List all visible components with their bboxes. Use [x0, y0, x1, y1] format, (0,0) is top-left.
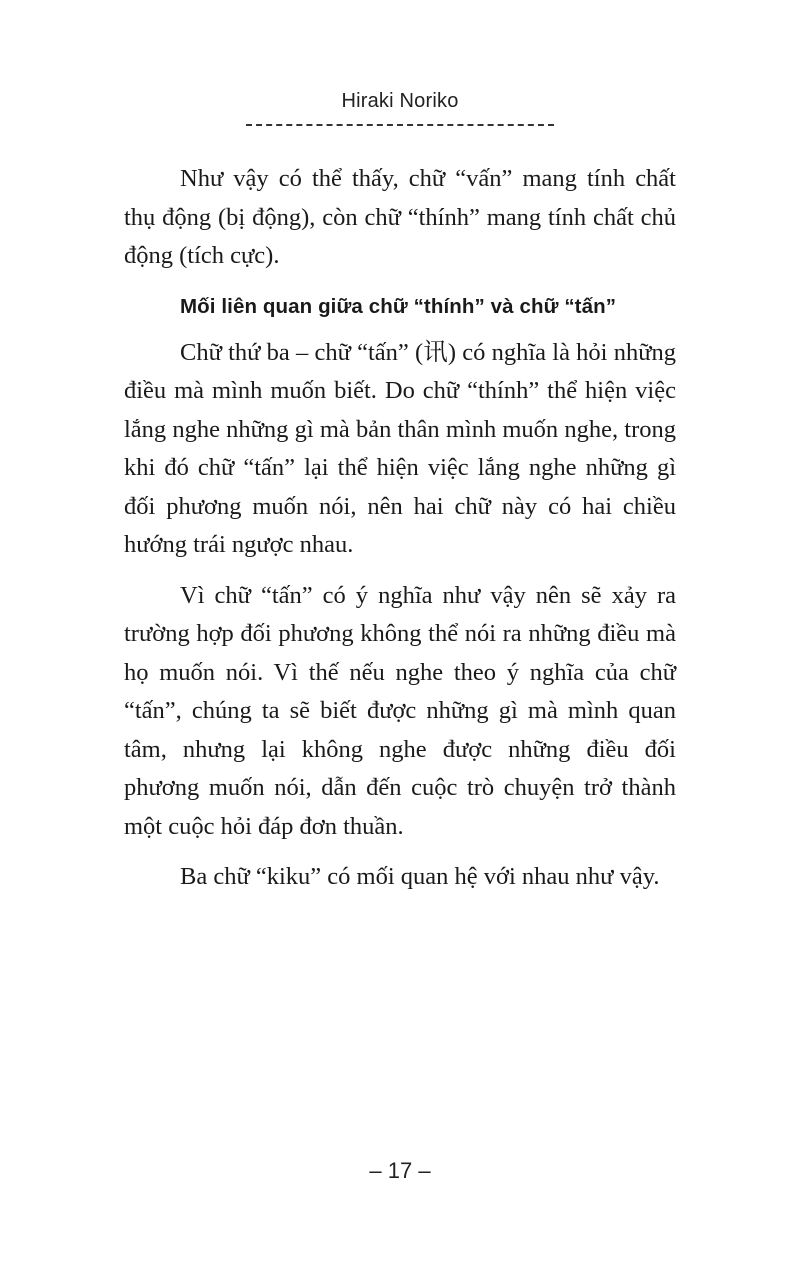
paragraph-2: Chữ thứ ba – chữ “tấn” (讯) có nghĩa là hỏi những điều mà mình muốn biết. Do chữ “thính” thể hiện việc lắng nghe những gì mà bản thân mình muốn nghe, trong khi đó chữ “tấn” lại thể hiện việc lắng nghe những gì đối phương muốn nói, nên hai chữ này có hai chiều hướng trái ngược nhau. — [124, 338, 676, 558]
paragraph-1: Như vậy có thể thấy, chữ “vấn” mang tính chất thụ động (bị động), còn chữ “thính” mang tính chất chủ động (tích cực). — [124, 165, 676, 269]
header-dashed-rule — [246, 124, 554, 126]
section-heading: Mối liên quan giữa chữ “thính” và chữ “tấn” — [180, 294, 617, 318]
page-number: – 17 – — [369, 1158, 431, 1183]
page-body — [124, 160, 676, 897]
paragraph-3: Vì chữ “tấn” có ý nghĩa như vậy nên sẽ xảy ra trường hợp đối phương không thể nói ra những điều mà họ muốn nói. Vì thế nếu nghe theo ý nghĩa của chữ “tấn”, chúng ta sẽ biết được những gì mà mình quan tâm, nhưng lại không nghe được những điều đối phương muốn nói, dẫn đến cuộc trò chuyện trở thành một cuộc hỏi đáp đơn thuần. — [124, 581, 676, 840]
paragraph-4: Ba chữ “kiku” có mối quan hệ với nhau như vậy. — [180, 863, 660, 890]
running-header-author: Hiraki Noriko — [341, 90, 459, 112]
